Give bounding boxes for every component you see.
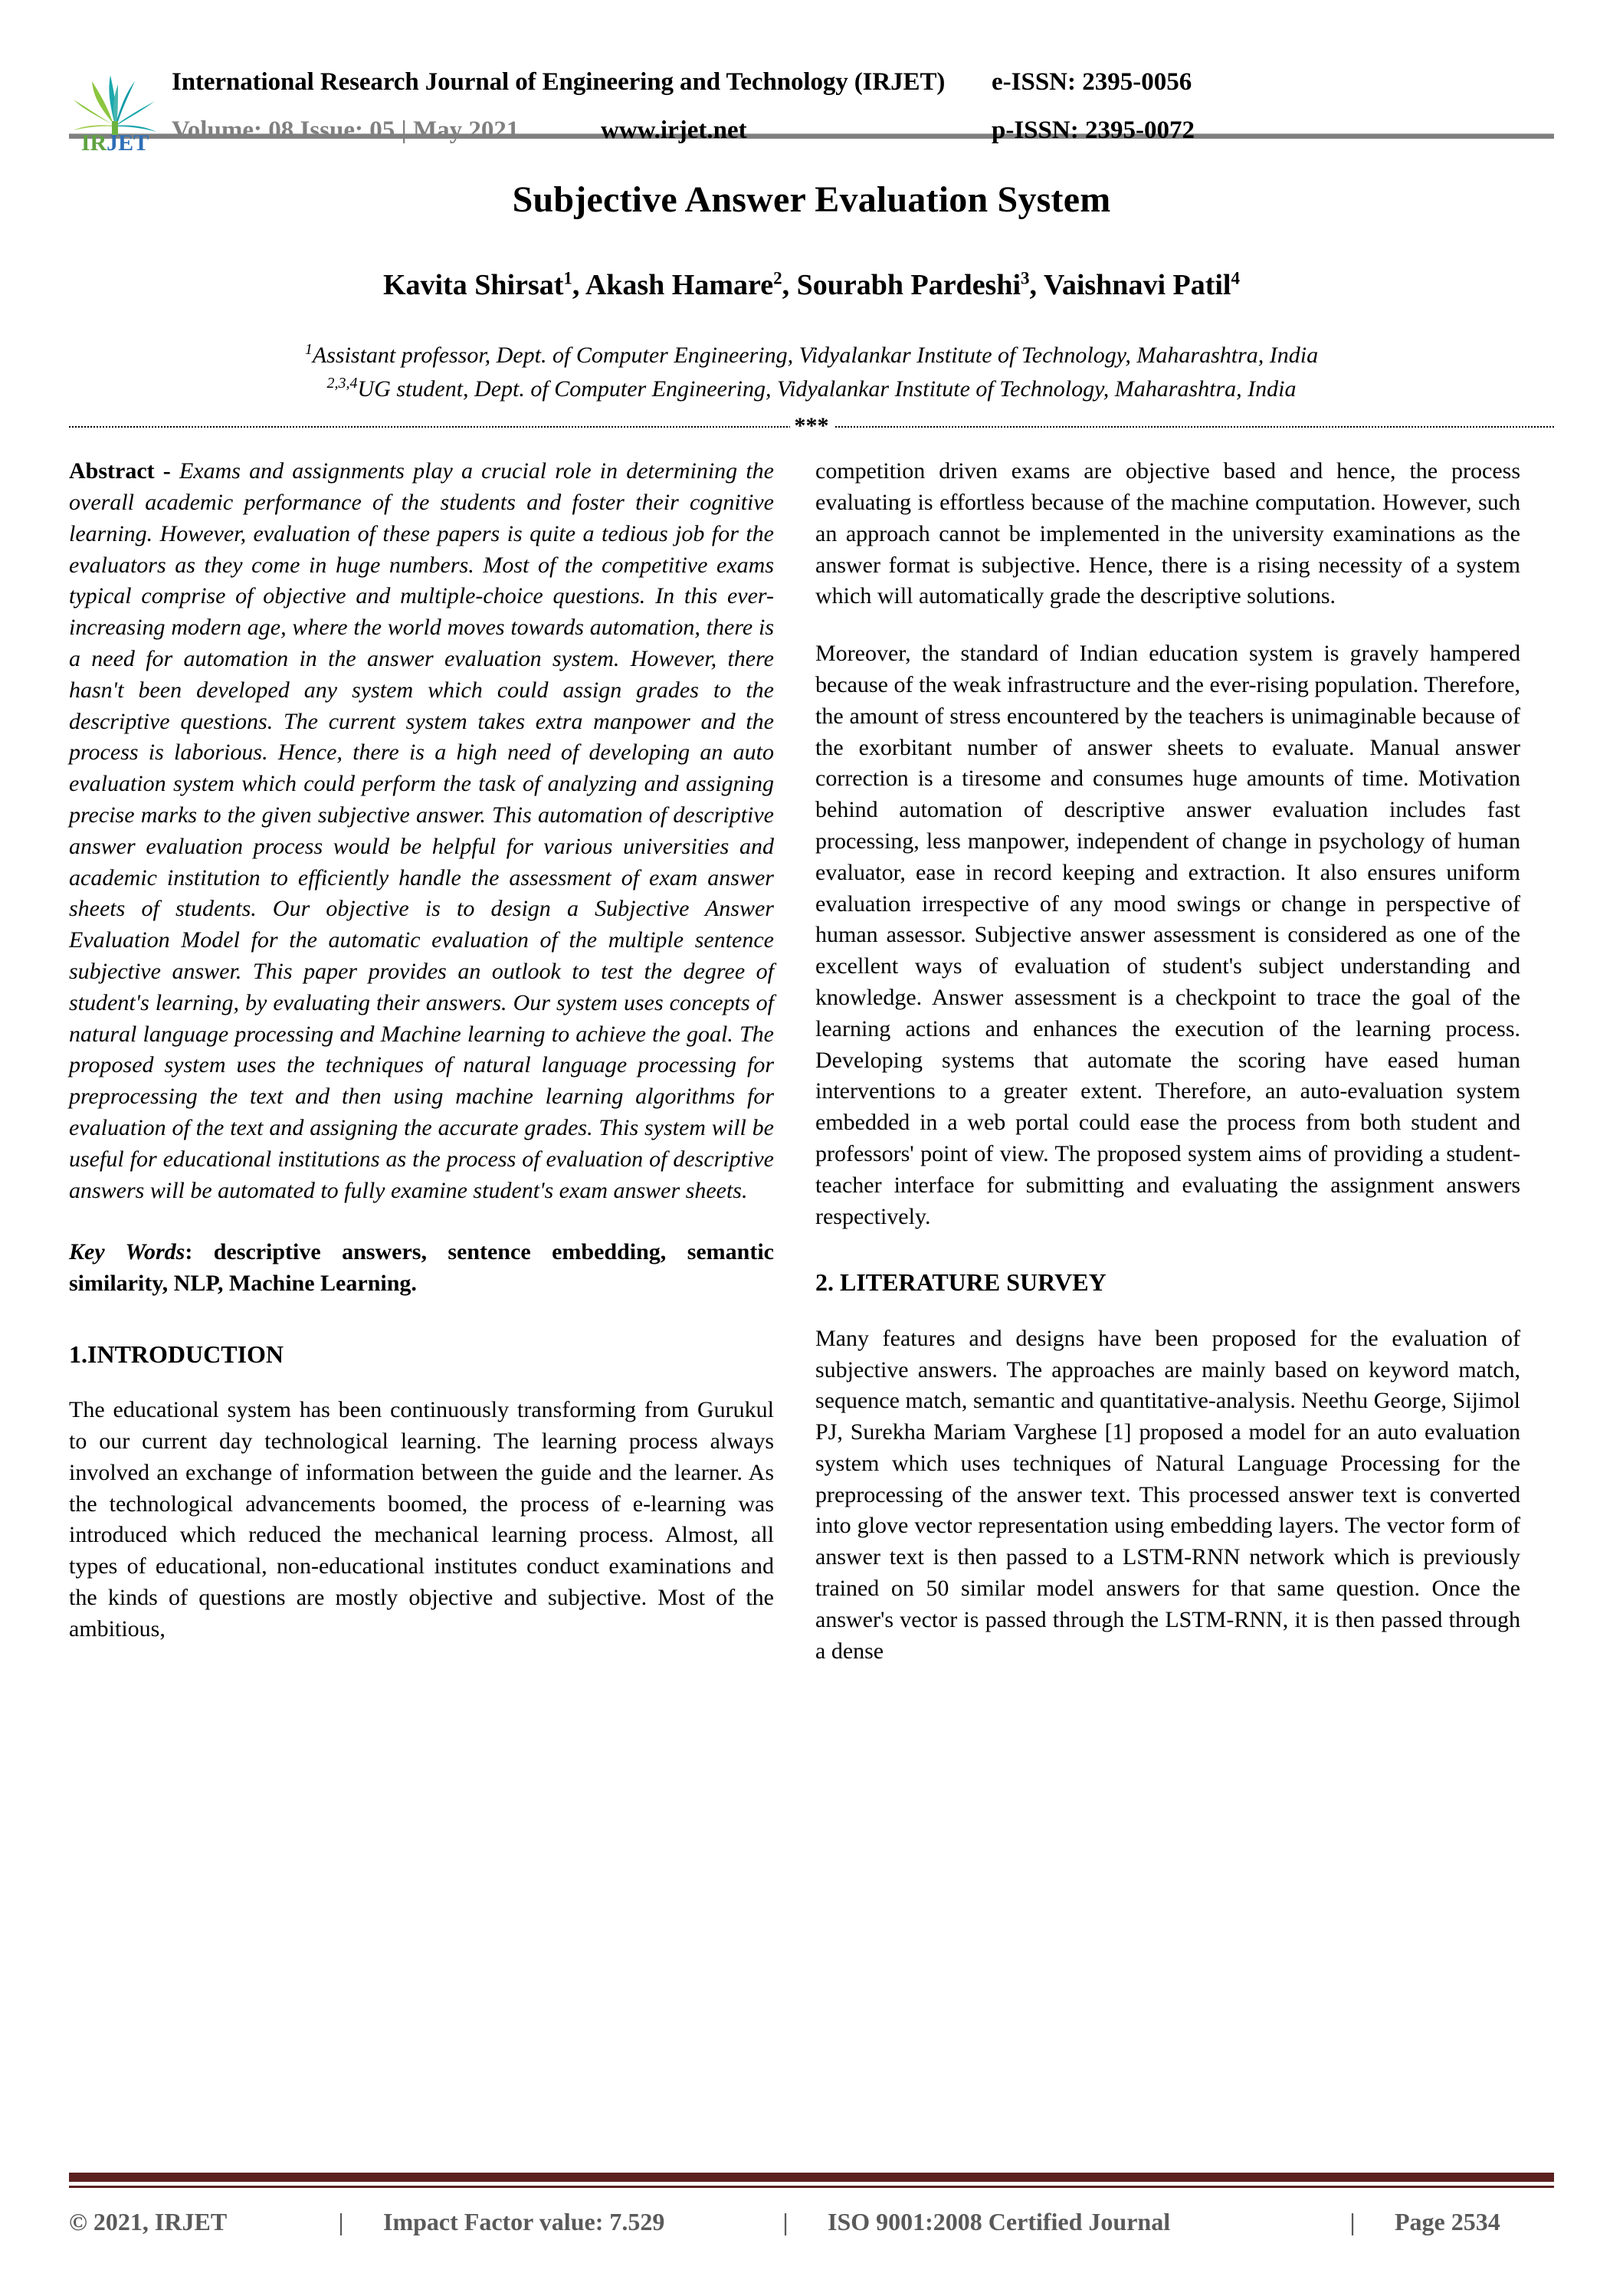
right-column bbox=[815, 456, 1520, 1667]
section-separator bbox=[69, 413, 1554, 439]
heading-introduction: 1.INTRODUCTION bbox=[69, 1340, 284, 1368]
abstract-text: Exams and assignments play a crucial role in determining the overall academic performance of the students and foster their cognitive learning. However, evaluation of these papers is quite a tedious job for the evaluators as they come in huge numbers. Most of the competitive exams typical comprise of objective and multiple-choice questions. In this ever-increasing modern age, where the world moves towards automation, there is a need for automation in the answer evaluation system. However, there hasn't been developed any system which could assign grades to the descriptive questions. The current system takes extra manpower and the process is laborious. Hence, there is a high need of developing an auto evaluation system which could perform the task of analyzing and assigning precise marks to the given subjective answer. This automation of descriptive answer evaluation process would be helpful for various universities and academic institution to efficiently handle the assessment of exam answer sheets of students. Our objective is to design a Subjective Answer Evaluation Model for the automatic evaluation of the multiple sentence subjective answer. This paper provides an outlook to test the degree of student's learning, by evaluating their answers. Our system uses concepts of natural language processing and Machine learning to achieve the goal. The proposed system uses the techniques of natural language processing for preprocessing the text and then using machine learning algorithms for evaluation of the text and assigning the accurate grades. This system will be useful for educational institutions as the process of evaluation of descriptive answers will be automated to fully examine student's exam answer sheets. bbox=[69, 458, 774, 1203]
footer-page-number: Page 2534 bbox=[1395, 2208, 1500, 2235]
footer-divider-thick bbox=[69, 2173, 1554, 2182]
irjet-logo-icon bbox=[74, 52, 156, 161]
footer-divider-thin bbox=[69, 2186, 1554, 2188]
heading-literature-survey: 2. LITERATURE SURVEY bbox=[815, 1268, 1107, 1297]
e-issn: e-ISSN: 2395-0056 bbox=[992, 68, 1192, 96]
motivation-paragraph: Moreover, the standard of Indian education system is gravely hampered because of the weak infrastructure and the ever-rising population. Therefore, the amount of stress encountered by the teachers is unimaginable because of the exorbitant number of answer sheets to evaluate. Manual answer correction is a tiresome and consumes huge amounts of time. Motivation behind automation of descriptive answer evaluation includes fast processing, less manpower, independent of change in psychology of human evaluator, ease in record keeping and extraction. It also ensures uniform evaluation irrespective of any mood swings or change in perspective of human assessor. Subjective answer assessment is considered as one of the excellent ways of evaluation of student's subject understanding and knowledge. Answer assessment is a checkpoint to trace the goal of the learning actions and enhances the execution of the learning process. Developing systems that automate the scoring have eased human interventions to a greater extent. Therefore, an auto-evaluation system embedded in a web portal could ease the process from both student and professors' point of view. The proposed system aims of providing a student- teacher interface for submitting and evaluating the assignment answers respectively. bbox=[815, 641, 1520, 1229]
keywords-block bbox=[69, 1237, 774, 1300]
keywords-value: : descriptive answers, sentence embedding, semantic similarity, NLP, Machine Learning. bbox=[69, 1239, 774, 1297]
affiliation-1 bbox=[69, 339, 1554, 372]
intro-continued-paragraph: competition driven exams are objective based and hence, the process evaluating is effortless because of the machine computation. However, such an approach cannot be implemented in the university examinations as the answer format is subjective. Hence, there is a rising necessity of a system which will automatically grade the descriptive solutions. bbox=[815, 458, 1520, 609]
author-1: Kavita Shirsat bbox=[383, 269, 564, 301]
affiliation-1-sup: 1 bbox=[304, 341, 313, 358]
page-title: Subjective Answer Evaluation System bbox=[512, 179, 1111, 220]
affiliation-2 bbox=[69, 372, 1554, 406]
keywords-label: Key Words bbox=[69, 1239, 185, 1265]
affiliation-1-text: Assistant professor, Dept. of Computer Engineering, Vidyalankar Institute of Technology, Maharashtra, India bbox=[312, 343, 1319, 368]
left-column bbox=[69, 456, 774, 1667]
footer-impact-factor: Impact Factor value: 7.529 bbox=[383, 2208, 665, 2235]
author-3-sup: 3 bbox=[1021, 268, 1030, 288]
author-1-sup: 1 bbox=[563, 268, 572, 288]
author-4-sup: 4 bbox=[1231, 268, 1240, 288]
page-footer bbox=[69, 2173, 1554, 2236]
author-3: Sourabh Pardeshi bbox=[796, 269, 1021, 301]
author-2: Akash Hamare bbox=[585, 269, 774, 301]
footer-separator-1: | bbox=[338, 2208, 344, 2235]
footer-copyright: © 2021, IRJET bbox=[69, 2208, 228, 2235]
separator-stars: *** bbox=[790, 413, 834, 439]
journal-website[interactable]: www.irjet.net bbox=[601, 116, 747, 144]
abstract-paragraph bbox=[69, 456, 774, 1206]
author-2-sup: 2 bbox=[773, 268, 782, 288]
journal-masthead bbox=[69, 0, 1554, 156]
volume-issue: Volume: 08 Issue: 05 | May 2021 bbox=[172, 116, 520, 144]
intro-paragraph: The educational system has been continuously transforming from Gurukul to our current day technological learning. The learning process always involved an exchange of information between the guide and the learner. As the technological advancements boomed, the process of e-learning was introduced which reduced the mechanical learning process. Almost, all types of educational, non-educational institutes conduct examinations and the kinds of questions are mostly objective and subjective. Most of the ambitious, bbox=[69, 1397, 774, 1642]
p-issn: p-ISSN: 2395-0072 bbox=[992, 116, 1195, 144]
footer-separator-2: | bbox=[782, 2208, 789, 2235]
affiliation-2-text: UG student, Dept. of Computer Engineering, Vidyalankar Institute of Technology, Maharashtra, India bbox=[357, 376, 1297, 402]
footer-separator-3: | bbox=[1349, 2208, 1356, 2235]
author-4: Vaishnavi Patil bbox=[1043, 269, 1231, 301]
svg-text:IRJET: IRJET bbox=[80, 130, 149, 156]
body-columns bbox=[69, 456, 1554, 1667]
affiliation-2-sup: 2,3,4 bbox=[326, 374, 358, 392]
irjet-logo bbox=[69, 52, 161, 161]
footer-certification: ISO 9001:2008 Certified Journal bbox=[828, 2208, 1171, 2235]
footer-row bbox=[69, 2208, 1554, 2236]
affiliation-block bbox=[69, 339, 1554, 405]
journal-title: International Research Journal of Engineering and Technology (IRJET) bbox=[172, 68, 946, 96]
literature-survey-paragraph: Many features and designs have been proposed for the evaluation of subjective answers. The approaches are mainly based on keyword match, sequence match, semantic and quantitative-analysis. Neethu George, Sijimol PJ, Surekha Mariam Varghese [1] proposed a model for an auto evaluation system which uses techniques of Natural Language Processing for the preprocessing of the answer text. This processed answer text is converted into glove vector representation using embedding layers. The vector form of answer text is then passed to a LSTM-RNN network which is previously trained on 50 similar model answers for that same question. Once the answer's vector is passed through the LSTM-RNN, it is then passed through a dense bbox=[815, 1325, 1520, 1664]
author-list: Kavita Shirsat$^1$, Akash Hamare$^2$, Sourabh Pardeshi$^3$, Vaishnavi Patil$^4$ bbox=[383, 268, 1240, 301]
masthead-text bbox=[161, 70, 1554, 143]
abstract-label: Abstract - bbox=[69, 458, 171, 484]
